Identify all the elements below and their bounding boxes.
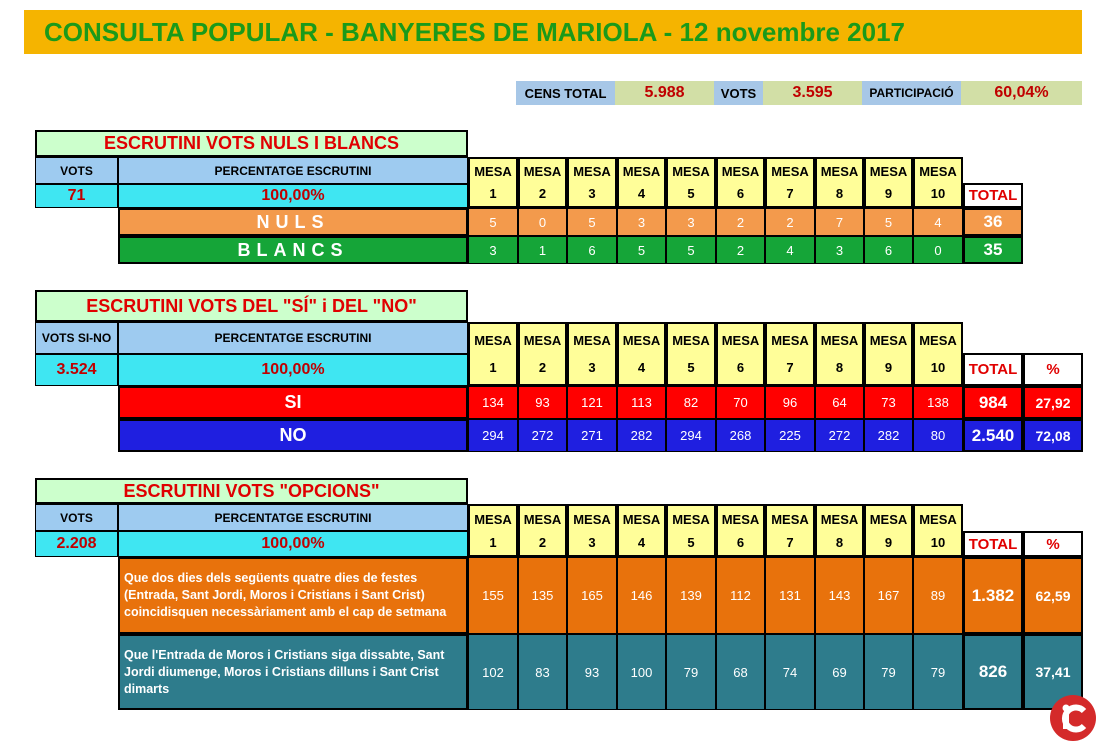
row-value-mesa-2: 272 <box>518 419 567 452</box>
row-value-mesa-10: 89 <box>913 557 963 634</box>
row-value-mesa-4: 146 <box>617 557 666 634</box>
mesa-label: MESA <box>622 164 661 179</box>
row-total: 2.540 <box>963 419 1023 452</box>
mesa-header-9 <box>864 504 913 557</box>
row-label: SI <box>118 386 468 419</box>
mesa-label: MESA <box>820 333 859 348</box>
row-value-mesa-4: 282 <box>617 419 666 452</box>
row-value-mesa-9: 167 <box>864 557 913 634</box>
mesa-header-2 <box>518 504 567 557</box>
row-value-mesa-10: 4 <box>913 208 963 236</box>
row-value-mesa-5: 3 <box>666 208 716 236</box>
row-value-mesa-10: 79 <box>913 634 963 710</box>
row-label: Que l'Entrada de Moros i Cristians siga dissabte, Sant Jordi diumenge, Moros i Cristians dilluns i Sant Crist dimarts <box>118 634 468 710</box>
mesa-number: 8 <box>835 534 844 550</box>
mesa-header-10 <box>913 322 963 386</box>
mesa-label: MESA <box>523 164 562 179</box>
row-percent: 62,59 <box>1023 557 1083 634</box>
mesa-number: 8 <box>835 360 844 375</box>
percent-header: % <box>1023 353 1083 386</box>
mesa-label: MESA <box>771 511 809 527</box>
mesa-header-2 <box>518 322 567 386</box>
participacio-label: PARTICIPACIÓ <box>862 81 961 105</box>
mesa-number: 1 <box>489 186 497 201</box>
votes-label: VOTS <box>35 504 118 531</box>
mesa-header-8 <box>815 157 864 208</box>
mesa-number: 3 <box>588 360 596 375</box>
mesa-number: 4 <box>637 186 646 201</box>
mesa-number: 6 <box>736 186 745 201</box>
mesa-header-3 <box>567 322 617 386</box>
mesa-header-5 <box>666 322 716 386</box>
mesa-number: 4 <box>637 534 646 550</box>
mesa-header-9 <box>864 157 913 208</box>
row-value-mesa-7: 225 <box>765 419 815 452</box>
row-value-mesa-2: 0 <box>518 208 567 236</box>
row-value-mesa-2: 1 <box>518 236 567 264</box>
row-value-mesa-7: 96 <box>765 386 815 419</box>
row-value-mesa-8: 143 <box>815 557 864 634</box>
row-value-mesa-6: 112 <box>716 557 765 634</box>
row-value-mesa-4: 100 <box>617 634 666 710</box>
row-value-mesa-9: 5 <box>864 208 913 236</box>
mesa-header-4 <box>617 157 666 208</box>
mesa-label: MESA <box>672 511 710 527</box>
row-value-mesa-10: 80 <box>913 419 963 452</box>
mesa-number: 6 <box>736 360 745 375</box>
mesa-number: 1 <box>489 360 497 375</box>
mesa-label: MESA <box>721 333 760 348</box>
mesa-header-2 <box>518 157 567 208</box>
mesa-label: MESA <box>474 511 512 527</box>
row-value-mesa-8: 64 <box>815 386 864 419</box>
row-value-mesa-2: 83 <box>518 634 567 710</box>
mesa-label: MESA <box>573 164 611 179</box>
row-value-mesa-1: 102 <box>468 634 518 710</box>
page-title: CONSULTA POPULAR - BANYERES DE MARIOLA - 12 novembre 2017 <box>24 10 1082 54</box>
mesa-header-5 <box>666 157 716 208</box>
row-label: BLANCS <box>118 236 468 264</box>
votes-label: VOTS <box>35 157 118 184</box>
mesa-number: 7 <box>786 186 794 201</box>
percentatge-label: PERCENTATGE ESCRUTINI <box>118 157 468 184</box>
row-value-mesa-6: 68 <box>716 634 765 710</box>
section-title: ESCRUTINI VOTS DEL "SÍ" i DEL "NO" <box>35 290 468 322</box>
mesa-label: MESA <box>721 511 760 527</box>
media-logo-icon <box>1050 695 1096 741</box>
percentatge-value: 100,00% <box>118 184 468 208</box>
mesa-number: 5 <box>687 186 695 201</box>
row-value-mesa-4: 3 <box>617 208 666 236</box>
total-header: TOTAL <box>963 353 1023 386</box>
row-value-mesa-6: 70 <box>716 386 765 419</box>
mesa-label: MESA <box>869 511 908 527</box>
mesa-header-1 <box>468 504 518 557</box>
row-value-mesa-8: 69 <box>815 634 864 710</box>
votes-label: VOTS SI-NO <box>35 322 118 354</box>
mesa-label: MESA <box>771 164 809 179</box>
mesa-header-6 <box>716 322 765 386</box>
row-value-mesa-1: 134 <box>468 386 518 419</box>
row-value-mesa-1: 294 <box>468 419 518 452</box>
mesa-header-1 <box>468 157 518 208</box>
row-total: 36 <box>963 208 1023 236</box>
mesa-label: MESA <box>523 511 562 527</box>
mesa-header-7 <box>765 157 815 208</box>
row-value-mesa-5: 79 <box>666 634 716 710</box>
row-value-mesa-3: 165 <box>567 557 617 634</box>
row-percent: 72,08 <box>1023 419 1083 452</box>
row-value-mesa-7: 131 <box>765 557 815 634</box>
mesa-label: MESA <box>771 333 809 348</box>
mesa-number: 1 <box>489 534 497 550</box>
row-value-mesa-3: 121 <box>567 386 617 419</box>
row-value-mesa-4: 113 <box>617 386 666 419</box>
mesa-label: MESA <box>919 164 957 179</box>
row-label: NULS <box>118 208 468 236</box>
mesa-header-6 <box>716 504 765 557</box>
mesa-number: 9 <box>884 534 893 550</box>
row-percent: 27,92 <box>1023 386 1083 419</box>
votes-value: 2.208 <box>35 531 118 557</box>
row-value-mesa-5: 82 <box>666 386 716 419</box>
mesa-label: MESA <box>869 333 908 348</box>
row-value-mesa-3: 6 <box>567 236 617 264</box>
mesa-header-3 <box>567 504 617 557</box>
mesa-number: 10 <box>930 186 946 201</box>
mesa-header-4 <box>617 322 666 386</box>
mesa-number: 3 <box>588 534 596 550</box>
row-value-mesa-10: 138 <box>913 386 963 419</box>
mesa-label: MESA <box>672 333 710 348</box>
mesa-number: 10 <box>930 360 946 375</box>
row-value-mesa-9: 73 <box>864 386 913 419</box>
row-value-mesa-10: 0 <box>913 236 963 264</box>
mesa-header-9 <box>864 322 913 386</box>
mesa-label: MESA <box>622 511 661 527</box>
row-value-mesa-2: 93 <box>518 386 567 419</box>
row-total: 826 <box>963 634 1023 710</box>
row-total: 1.382 <box>963 557 1023 634</box>
percentatge-value: 100,00% <box>118 354 468 386</box>
row-value-mesa-8: 7 <box>815 208 864 236</box>
row-value-mesa-1: 3 <box>468 236 518 264</box>
total-header: TOTAL <box>963 183 1023 208</box>
row-value-mesa-3: 271 <box>567 419 617 452</box>
mesa-label: MESA <box>622 333 661 348</box>
mesa-number: 7 <box>786 534 794 550</box>
percentatge-value: 100,00% <box>118 531 468 557</box>
mesa-number: 2 <box>538 186 547 201</box>
row-value-mesa-5: 139 <box>666 557 716 634</box>
row-value-mesa-7: 74 <box>765 634 815 710</box>
mesa-number: 7 <box>786 360 794 375</box>
vots-label: VOTS <box>714 81 763 105</box>
section-title: ESCRUTINI VOTS NULS I BLANCS <box>35 130 468 157</box>
row-value-mesa-8: 272 <box>815 419 864 452</box>
mesa-header-1 <box>468 322 518 386</box>
row-value-mesa-7: 4 <box>765 236 815 264</box>
cens-total-label: CENS TOTAL <box>516 81 615 105</box>
row-value-mesa-2: 135 <box>518 557 567 634</box>
mesa-header-4 <box>617 504 666 557</box>
row-value-mesa-9: 6 <box>864 236 913 264</box>
mesa-number: 8 <box>835 186 844 201</box>
vots-value: 3.595 <box>763 81 862 105</box>
mesa-label: MESA <box>573 333 611 348</box>
mesa-header-10 <box>913 504 963 557</box>
mesa-label: MESA <box>919 333 957 348</box>
mesa-number: 6 <box>736 534 745 550</box>
mesa-number: 9 <box>884 186 893 201</box>
votes-value: 3.524 <box>35 354 118 386</box>
mesa-number: 4 <box>637 360 646 375</box>
mesa-label: MESA <box>919 511 957 527</box>
row-value-mesa-4: 5 <box>617 236 666 264</box>
mesa-number: 5 <box>687 534 695 550</box>
mesa-label: MESA <box>721 164 760 179</box>
mesa-header-8 <box>815 322 864 386</box>
cens-total-value: 5.988 <box>615 81 714 105</box>
mesa-header-6 <box>716 157 765 208</box>
row-value-mesa-6: 2 <box>716 208 765 236</box>
mesa-header-5 <box>666 504 716 557</box>
mesa-number: 3 <box>588 186 596 201</box>
mesa-number: 5 <box>687 360 695 375</box>
row-value-mesa-3: 93 <box>567 634 617 710</box>
row-value-mesa-1: 155 <box>468 557 518 634</box>
mesa-number: 9 <box>884 360 893 375</box>
mesa-label: MESA <box>474 333 512 348</box>
row-value-mesa-7: 2 <box>765 208 815 236</box>
percent-header: % <box>1023 531 1083 557</box>
row-value-mesa-6: 2 <box>716 236 765 264</box>
mesa-header-7 <box>765 322 815 386</box>
row-value-mesa-5: 294 <box>666 419 716 452</box>
participacio-value: 60,04% <box>961 81 1082 105</box>
row-percent: 37,41 <box>1023 634 1083 710</box>
mesa-number: 2 <box>538 360 547 375</box>
mesa-number: 10 <box>930 534 946 550</box>
mesa-label: MESA <box>820 511 859 527</box>
mesa-label: MESA <box>523 333 562 348</box>
row-value-mesa-5: 5 <box>666 236 716 264</box>
row-label: Que dos dies dels següents quatre dies de festes (Entrada, Sant Jordi, Moros i Cristians i Sant Crist) coincidisquen necessàriament amb el cap de setmana <box>118 557 468 634</box>
row-total: 984 <box>963 386 1023 419</box>
row-value-mesa-3: 5 <box>567 208 617 236</box>
mesa-label: MESA <box>573 511 611 527</box>
mesa-header-10 <box>913 157 963 208</box>
total-header: TOTAL <box>963 531 1023 557</box>
mesa-number: 2 <box>538 534 547 550</box>
row-value-mesa-1: 5 <box>468 208 518 236</box>
section-title: ESCRUTINI VOTS "OPCIONS" <box>35 478 468 504</box>
mesa-label: MESA <box>474 164 512 179</box>
row-value-mesa-9: 282 <box>864 419 913 452</box>
row-total: 35 <box>963 236 1023 264</box>
mesa-label: MESA <box>869 164 908 179</box>
row-label: NO <box>118 419 468 452</box>
percentatge-label: PERCENTATGE ESCRUTINI <box>118 504 468 531</box>
mesa-header-8 <box>815 504 864 557</box>
mesa-label: MESA <box>820 164 859 179</box>
row-value-mesa-6: 268 <box>716 419 765 452</box>
percentatge-label: PERCENTATGE ESCRUTINI <box>118 322 468 354</box>
mesa-label: MESA <box>672 164 710 179</box>
row-value-mesa-9: 79 <box>864 634 913 710</box>
row-value-mesa-8: 3 <box>815 236 864 264</box>
mesa-header-3 <box>567 157 617 208</box>
mesa-header-7 <box>765 504 815 557</box>
votes-value: 71 <box>35 184 118 208</box>
